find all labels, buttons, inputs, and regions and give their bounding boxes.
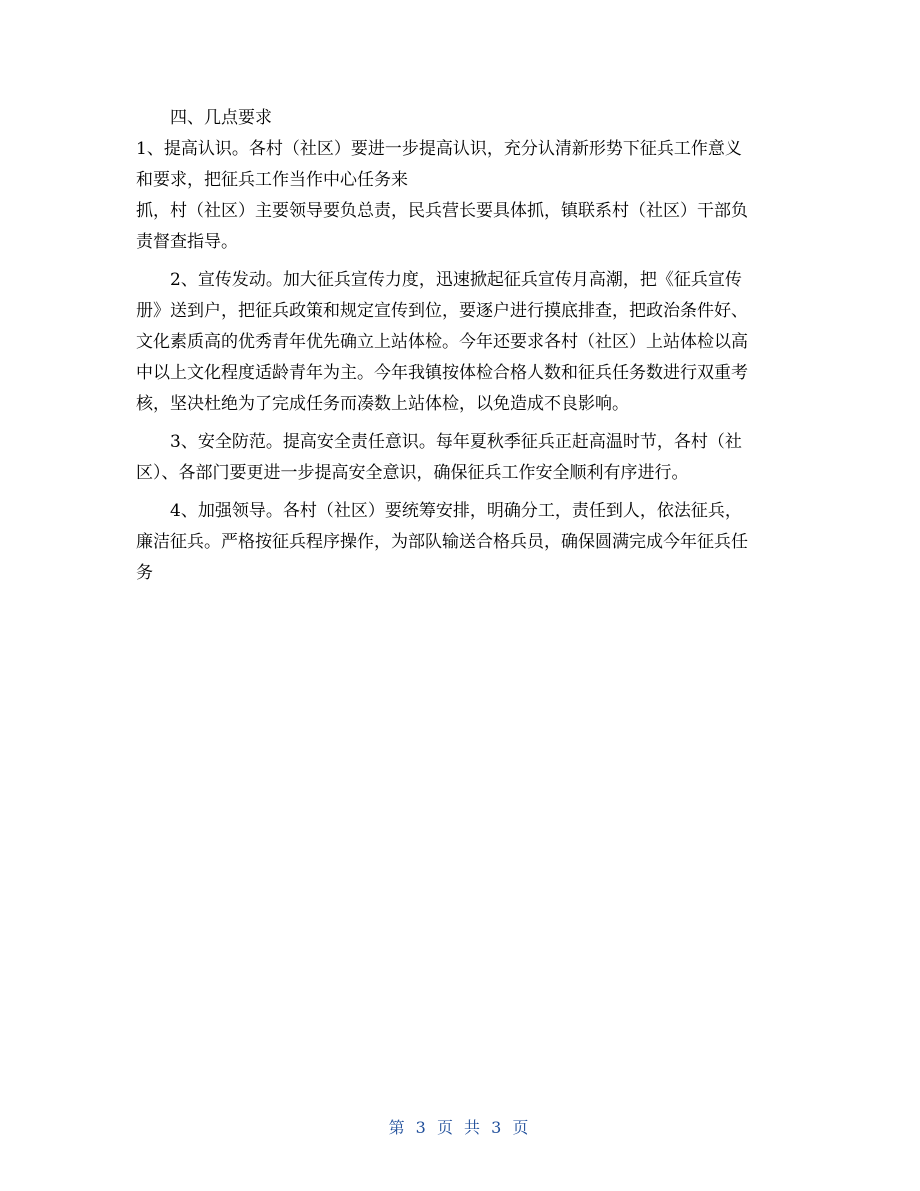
paragraph-line: 核，坚决杜绝为了完成任务而凑数上站体检，以免造成不良影响。	[136, 394, 629, 414]
paragraph-line: 4、加强领导。各村（社区）要统筹安排，明确分工，责任到人，依法征兵，	[170, 501, 742, 521]
paragraph-line: 区）、各部门要更进一步提高安全意识，确保征兵工作安全顺利有序进行。	[136, 463, 689, 483]
paragraph-line: 文化素质高的优秀青年优先确立上站体检。今年还要求各村（社区）上站体检以高	[136, 332, 748, 352]
paragraph-2	[136, 265, 786, 420]
paragraph-line: 中以上文化程度适龄青年为主。今年我镇按体检合格人数和征兵任务数进行双重考	[136, 363, 748, 383]
paragraph-line: 抓，村（社区）主要领导要负总责，民兵营长要具体抓，镇联系村（社区）干部负	[136, 201, 748, 221]
paragraph-line: 册》送到户，把征兵政策和规定宣传到位，要逐户进行摸底排查，把政治条件好、	[136, 301, 748, 321]
paragraph-line: 3、安全防范。提高安全责任意识。每年夏秋季征兵正赶高温时节，各村（社	[170, 432, 742, 452]
paragraph-line: 廉洁征兵。严格按征兵程序操作，为部队输送合格兵员，确保圆满完成今年征兵任	[136, 532, 748, 552]
document-body	[136, 103, 786, 589]
section-heading: 四、几点要求	[170, 108, 272, 128]
paragraph-line: 1、提高认识。各村（社区）要进一步提高认识，充分认清新形势下征兵工作意义	[136, 139, 742, 159]
paragraph-line: 2、宣传发动。加大征兵宣传力度，迅速掀起征兵宣传月高潮，把《征兵宣传	[170, 270, 742, 290]
paragraph-line: 和要求，把征兵工作当作中心任务来	[136, 170, 408, 190]
paragraph-line: 责督查指导。	[136, 232, 238, 252]
paragraph-4	[136, 496, 786, 589]
page-number-footer: 第 3 页 共 3 页	[388, 1118, 532, 1137]
paragraph-1	[136, 134, 786, 258]
paragraph-line: 务	[136, 563, 153, 583]
paragraph-3	[136, 427, 786, 489]
